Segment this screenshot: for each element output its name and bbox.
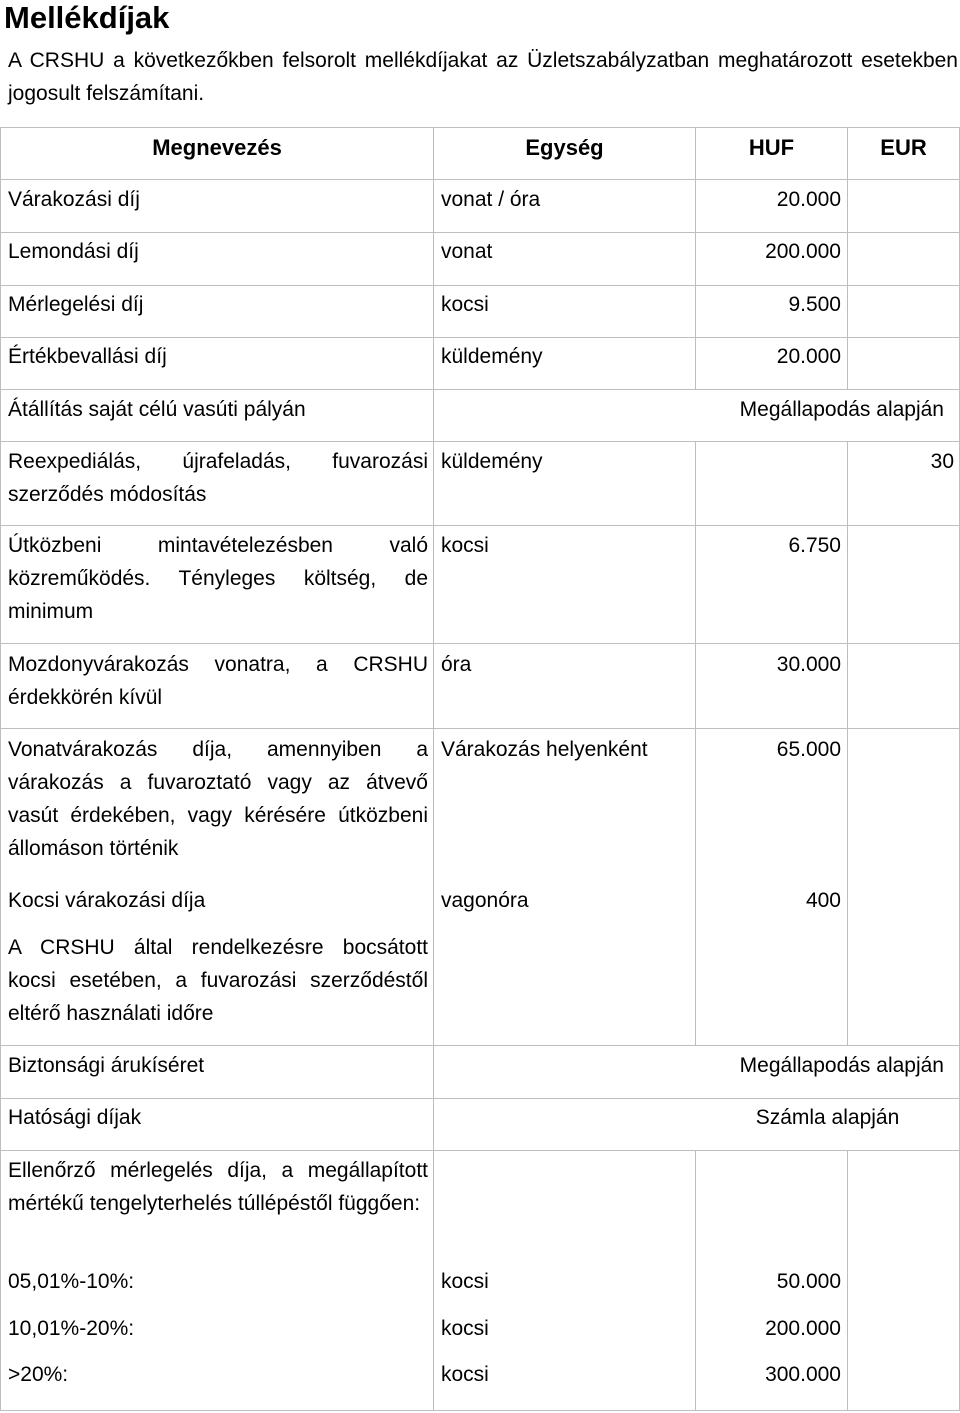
row-span-value: Megállapodás alapján (739, 398, 944, 421)
header-name: Megnevezés (152, 135, 282, 160)
row-name: A CRSHU által rendelkezésre bocsátott kocsi esetében, a fuvarozási szerződéstől eltérő használati időre (8, 936, 428, 1025)
row-huf: 20.000 (776, 345, 841, 368)
header-unit: Egység (525, 135, 604, 160)
row-unit: küldemény (441, 345, 543, 368)
row-unit: kocsi (441, 1363, 489, 1386)
header-huf: HUF (748, 135, 795, 160)
row-unit: óra (441, 653, 472, 676)
row-span-value: Megállapodás alapján (739, 1054, 944, 1077)
row-huf: 65.000 (776, 738, 841, 761)
row-unit: kocsi (441, 293, 489, 316)
row-huf: 50.000 (776, 1270, 841, 1293)
row-unit: vonat / óra (441, 188, 541, 211)
row-name: 05,01%-10%: (8, 1270, 135, 1293)
row-name: Reexpediálás, újrafeladás, fuvarozási szerződés módosítás (8, 450, 428, 506)
row-name: Várakozási díj (8, 188, 140, 211)
row-name: Útközbeni mintavételezésben való közreműködés. Tényleges költség, de minimum (8, 534, 428, 623)
page-title: Mellékdíjak (4, 0, 170, 35)
row-name: Ellenőrző mérlegelés díja, a megállapított mértékű tengelyterhelés túllépéstől függően: (8, 1159, 428, 1215)
row-name: >20%: (8, 1363, 69, 1386)
row-unit: Várakozás helyenként (441, 738, 648, 761)
row-huf: 20.000 (776, 188, 841, 211)
row-name: Értékbevallási díj (8, 345, 167, 368)
row-unit: vagonóra (441, 889, 529, 912)
row-name: Biztonsági árukíséret (8, 1054, 205, 1077)
row-huf: 200.000 (765, 240, 841, 263)
row-span-value: Számla alapján (755, 1106, 900, 1129)
row-unit: kocsi (441, 1317, 489, 1340)
row-huf: 30.000 (776, 653, 841, 676)
row-unit: kocsi (441, 534, 489, 557)
row-huf: 6.750 (788, 534, 841, 557)
row-huf: 300.000 (765, 1363, 841, 1386)
row-eur: 30 (930, 450, 954, 473)
row-unit: kocsi (441, 1270, 489, 1293)
row-name: Átállítás saját célú vasúti pályán (8, 398, 306, 421)
intro-paragraph: A CRSHU a következőkben felsorolt mellékdíjakat az Üzletszabályzatban meghatározott esetekben jogosult felszámítani. (8, 49, 958, 105)
header-eur: EUR (880, 135, 927, 160)
row-name: 10,01%-20%: (8, 1317, 135, 1340)
row-huf: 400 (805, 889, 841, 912)
row-huf: 200.000 (765, 1317, 841, 1340)
row-name: Mozdonyvárakozás vonatra, a CRSHU érdekkörén kívül (8, 653, 428, 709)
row-unit: küldemény (441, 450, 543, 473)
row-huf: 9.500 (788, 293, 841, 316)
row-name: Lemondási díj (8, 240, 139, 263)
row-name: Kocsi várakozási díja (8, 889, 206, 912)
row-name: Vonatvárakozás díja, amennyiben a várakozás a fuvaroztató vagy az átvevő vasút érdekében, vagy kérésére útközbeni állomáson történik (8, 738, 428, 860)
row-unit: vonat (441, 240, 493, 263)
row-name: Hatósági díjak (8, 1106, 142, 1129)
row-name: Mérlegelési díj (8, 293, 144, 316)
